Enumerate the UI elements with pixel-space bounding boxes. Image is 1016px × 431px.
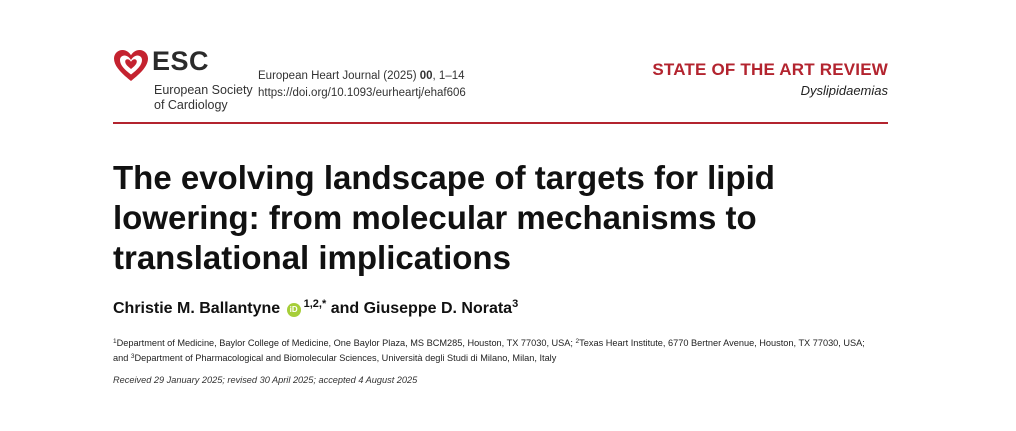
- journal-name-year: European Heart Journal (2025): [258, 70, 417, 82]
- header-divider: [113, 122, 888, 124]
- esc-logo: [113, 47, 263, 113]
- affiliation-marker-3: 3: [130, 353, 135, 360]
- doi-link[interactable]: https://doi.org/10.1093/eurheartj/ehaf606: [258, 86, 466, 99]
- journal-citation: [258, 68, 466, 101]
- affiliation-and: and: [113, 353, 131, 363]
- journal-volume: 00: [419, 70, 433, 82]
- title-line-2: lowering: from molecular mechanisms to: [113, 199, 757, 236]
- affiliation-marker-2: 2: [575, 338, 580, 345]
- author-1[interactable]: Christie M. Ballantyne: [113, 300, 281, 317]
- journal-reference: [258, 68, 466, 85]
- author-1-affiliations: 1,2,*: [303, 298, 327, 310]
- title-line-1: The evolving landscape of targets for lipid: [113, 159, 775, 196]
- author-joiner: and: [326, 300, 364, 317]
- affiliation-line-2: [113, 350, 903, 365]
- logo-abbreviation: ESC: [152, 46, 210, 76]
- affiliation-1: Department of Medicine, Baylor College of Medicine, One Baylor Plaza, MS BCM285, Houston, TX 77030, USA;: [116, 338, 576, 348]
- title-line-3: translational implications: [113, 239, 511, 276]
- section-title: STATE OF THE ART REVIEW: [652, 60, 888, 79]
- orcid-icon[interactable]: iD: [287, 303, 301, 317]
- affiliation-2: Texas Heart Institute, 6770 Bertner Avenue, Houston, TX 77030, USA;: [579, 338, 865, 348]
- affiliation-3: Department of Pharmacological and Biomolecular Sciences, Università degli Studi di Milano, Milan, Italy: [134, 353, 557, 363]
- journal-pages: , 1–14: [432, 70, 465, 82]
- author-2[interactable]: Giuseppe D. Norata: [363, 300, 513, 317]
- affiliations: [113, 335, 903, 365]
- logo-name-line-1: European Society: [154, 83, 253, 97]
- article-title: [113, 158, 893, 278]
- affiliation-line-1: [113, 335, 903, 350]
- logo-name-line-2: of Cardiology: [154, 98, 228, 112]
- article-section: [652, 61, 888, 98]
- affiliation-marker-1: 1: [113, 338, 117, 345]
- article-dates: Received 29 January 2025; revised 30 April 2025; accepted 4 August 2025: [113, 375, 418, 385]
- heart-logo-icon: [113, 49, 149, 83]
- section-subtitle: Dyslipidaemias: [800, 82, 888, 98]
- author-2-affiliations: 3: [512, 298, 519, 310]
- author-list: [113, 298, 518, 318]
